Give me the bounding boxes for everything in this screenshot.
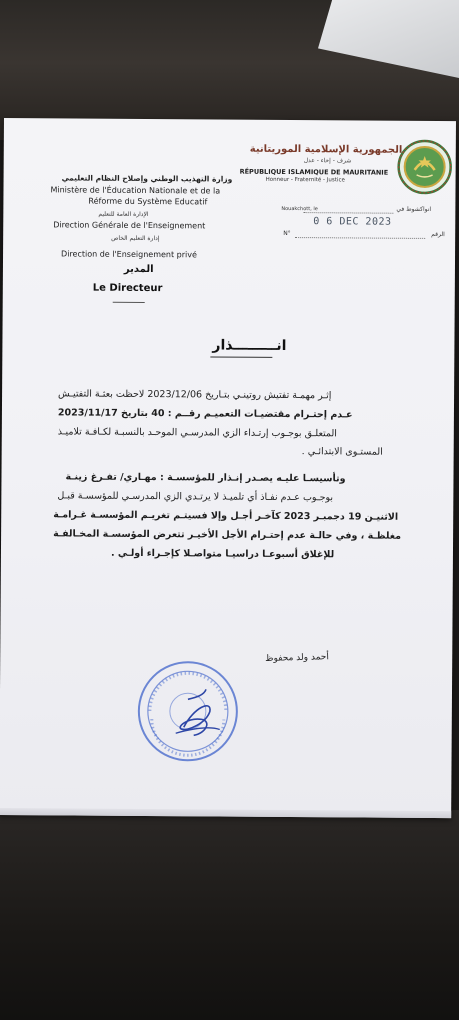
- body-line: المتعلـق بوجـوب إرتـداء الزي المدرسـي الموحـد بالنسبـة لكـافـة تلاميـذ: [57, 426, 337, 440]
- ministry-name-fr-line2: Réforme du Système Educatif: [88, 196, 208, 207]
- body-line: إثـر مهمـة تفتيش روتينـي بتـاريخ 2023/12/06 لاحظت بعثـة التفتيـش: [58, 388, 332, 402]
- background-table: [0, 810, 459, 1020]
- date-stamp: 0 6 DEC 2023: [313, 216, 392, 228]
- number-label-ar: الرقم: [431, 230, 445, 239]
- body-line: مغلظـة ، وفي حالـة عدم إحتـرام الأجل الأخيـر تتعرض المؤسسـة المخـالفـة: [53, 528, 402, 542]
- date-label-ar: انواكشوط في: [396, 205, 432, 213]
- signatory-name: أحمد ولد محفوظ: [265, 652, 330, 664]
- body-line: عـدم إحتـرام مقتضيـات التعميـم رقــم : 40 بتاريخ 2023/11/17: [57, 407, 353, 421]
- date-label-fr: Nouakchott, le: [281, 205, 318, 213]
- general-directorate-fr: Direction Générale de l'Enseignement: [53, 220, 206, 231]
- motto-ar: شرف - إخاء - عدل: [303, 157, 352, 165]
- official-seal-icon: [136, 659, 241, 764]
- date-dotted-line: [303, 212, 393, 214]
- motto-fr: Honneur - Fraternité - Justice: [265, 176, 345, 184]
- number-label-fr: N°: [283, 229, 291, 238]
- number-dotted-line: [295, 237, 425, 239]
- private-education-directorate-fr: Direction de l'Enseignement privé: [61, 249, 197, 260]
- director-underline: [113, 302, 145, 303]
- coat-of-arms-icon: [396, 139, 452, 195]
- document-page: [0, 118, 456, 818]
- general-directorate-ar: الإدارة العامة للتعليم: [98, 210, 149, 219]
- ministry-name-ar: وزارة التهذيب الوطني وإصلاح النظام التعليمي: [61, 173, 233, 184]
- title-underline: [210, 356, 272, 357]
- body-line: الاثنيـن 19 دجمبـر 2023 كآخـر أجـل وإلا فسيتـم تغريـم المؤسسـة غـرامـة: [53, 509, 399, 523]
- director-title-fr: Le Directeur: [92, 282, 163, 295]
- letter-title: انـــــــــذار: [212, 337, 287, 354]
- republic-name-fr: RÉPUBLIQUE ISLAMIQUE DE MAURITANIE: [239, 167, 389, 177]
- ministry-name-fr-line1: Ministère de l'Éducation Nationale et de la: [50, 185, 221, 196]
- body-line: المستـوى الابتدائـي .: [301, 446, 383, 458]
- director-title-ar: المدير: [123, 263, 154, 276]
- body-line: بوجـوب عـدم نفـاذ أي تلميـذ لا يرتـدي الزي المدرسـي للمؤسسـة قبـل: [57, 490, 334, 504]
- body-line: وتأسيسـا عليـه يصـدر إنـذار للمؤسسـة : مهـاري/ تفـرغ زينـة: [65, 471, 346, 485]
- private-education-directorate-ar: إدارة التعليم الخاص: [111, 234, 160, 243]
- republic-name-ar: الجمهورية الإسلامية الموريتانية: [249, 143, 403, 156]
- body-line: للإغلاق أسبوعـا دراسيـا متواصـلا كإجـراء أولـي .: [110, 547, 335, 561]
